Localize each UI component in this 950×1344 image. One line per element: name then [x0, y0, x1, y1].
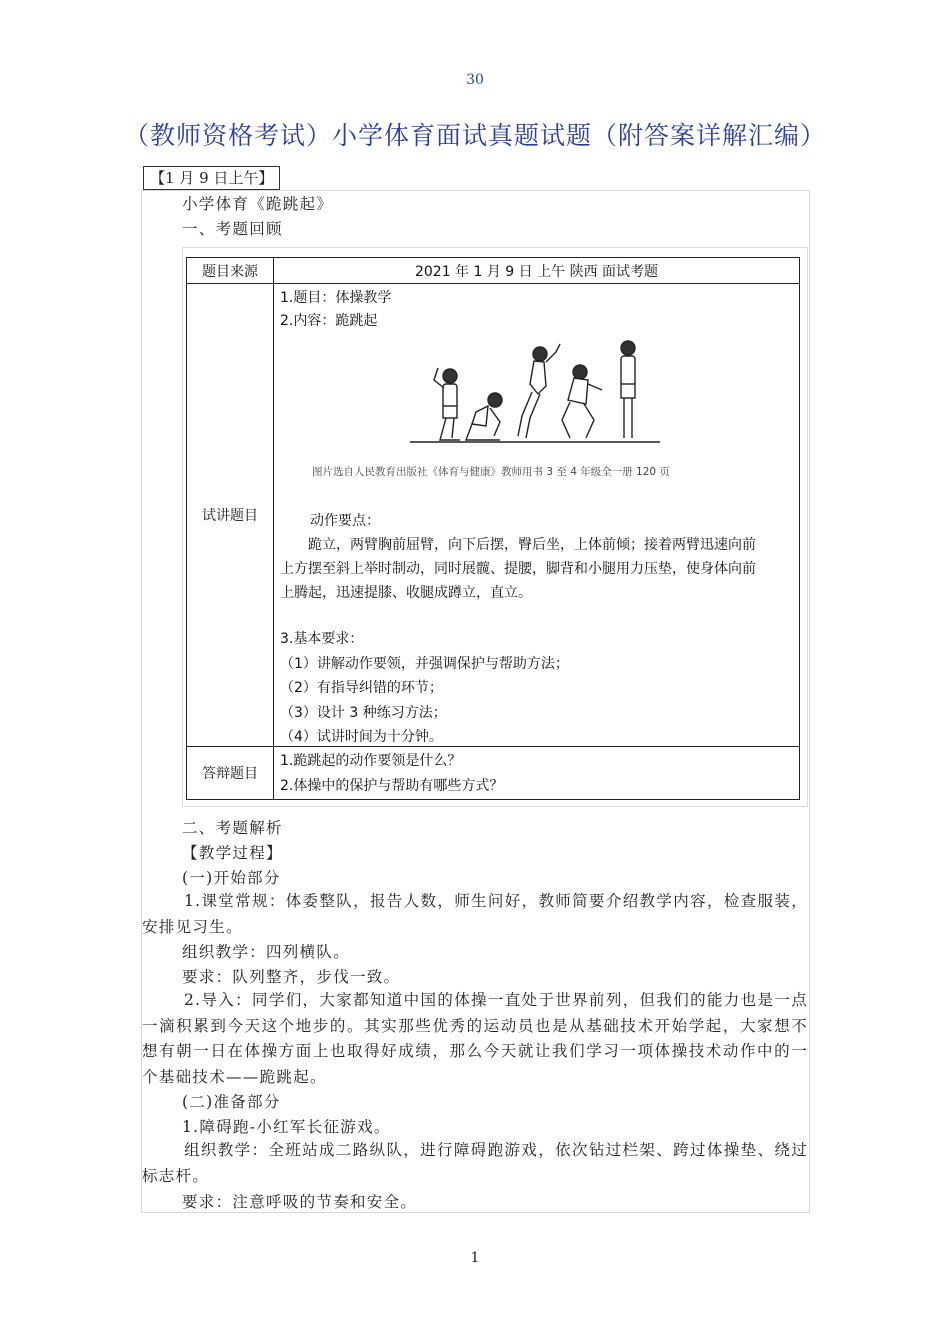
key-points-line-3: 上腾起，迅速提膝、收腿成蹲立，直立。 [280, 585, 532, 601]
value-source: 2021 年 1 月 9 日 上午 陕西 面试考题 [274, 258, 800, 284]
part-1-heading: (一)开始部分 [182, 869, 281, 887]
requirement-1: （1）讲解动作要领，并强调保护与帮助方法； [280, 656, 569, 672]
topic-line: 1.题目：体操教学 [280, 290, 392, 306]
page-number: 1 [470, 1250, 480, 1266]
paragraph-intro: 2.导入：同学们，大家都知道中国的体操一直处于世界前列，但我们的能力也是一点一滴积累到今天这个地步的。其实那些优秀的运动员也是从基础技术开始学起，大家想不想有朝一日在体操方面上也取得好成绩，那么今天就让我们学习一项体操技术动作中的一个基础技术——跪跳起。 [142, 991, 808, 1086]
exam-table [186, 257, 800, 800]
label-lecture: 试讲题目 [187, 284, 274, 747]
requirement-2: （2）有指导纠错的环节； [280, 680, 443, 696]
part-2-heading: (二)准备部分 [182, 1093, 281, 1111]
lecture-content [274, 284, 800, 747]
teaching-process-heading: 【教学过程】 [182, 844, 283, 862]
key-points-title: 动作要点： [310, 513, 380, 529]
key-points-line-2: 上方摆至斜上举时制动，同时展髋、提腰，脚背和小腿用力压垫，使身体向前 [280, 561, 756, 577]
label-defense: 答辩题目 [187, 747, 274, 800]
section-review-heading: 一、考题回顾 [182, 220, 283, 238]
image-caption: 图片选自人民教育出版社《体育与健康》教师用书 3 至 4 年级全一册 120 页 [312, 466, 670, 478]
organization-1: 组织教学：四列横队。 [182, 943, 351, 961]
defense-question-2: 2.体操中的保护与帮助有哪些方式？ [280, 778, 504, 794]
date-tag: 【1 月 9 日上午】 [143, 166, 280, 190]
page-top-number: 30 [466, 72, 484, 88]
requirements-title: 3.基本要求： [280, 631, 364, 647]
paragraph-routine: 1.课堂常规：体委整队，报告人数，师生问好，教师简要介绍教学内容，检查服装，安排见习生。 [142, 892, 808, 936]
requirement-4: （4）试讲时间为十分钟。 [280, 729, 443, 745]
obstacle-run-line: 1.障碍跑-小红军长征游戏。 [182, 1118, 391, 1136]
defense-content [274, 747, 800, 800]
content-line: 2.内容：跪跳起 [280, 313, 378, 329]
defense-question-1: 1.跪跳起的动作要领是什么？ [280, 753, 462, 769]
kneel-jump-illustration [410, 340, 660, 450]
paragraph-organization-2: 组织教学：全班站成二路纵队，进行障碍跑游戏，依次钻过栏架、跨过体操垫、绕过标志杆。 [142, 1141, 808, 1185]
section-analysis-heading: 二、考题解析 [182, 819, 283, 837]
requirement-a: 要求：队列整齐，步伐一致。 [182, 968, 401, 986]
label-source: 题目来源 [187, 258, 274, 284]
requirement-b: 要求：注意呼吸的节奏和安全。 [182, 1193, 418, 1211]
subject-line: 小学体育《跪跳起》 [182, 195, 334, 213]
key-points-line-1: 跪立，两臂胸前屈臂，向下后摆，臀后坐，上体前倾；接着两臂迅速向前 [308, 537, 756, 553]
page-title: （教师资格考试）小学体育面试真题试题（附答案详解汇编） [123, 121, 826, 150]
requirement-3: （3）设计 3 种练习方法； [280, 705, 447, 721]
